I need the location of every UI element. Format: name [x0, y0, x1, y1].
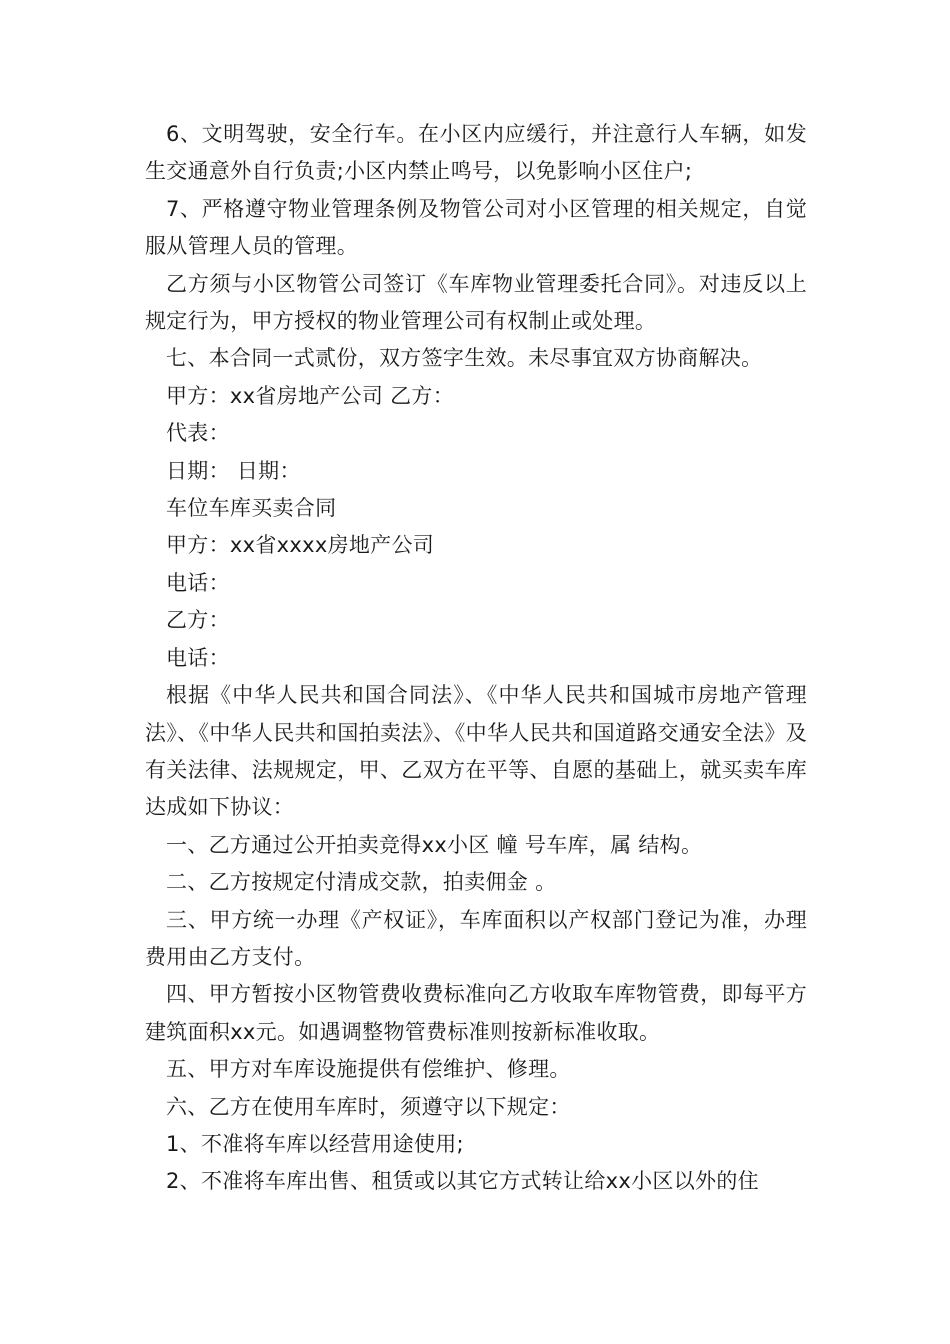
article-two: 二、乙方按规定付清成交款，拍卖佣金 。: [166, 870, 557, 895]
article-five: 五、甲方对车库设施提供有偿维护、修理。: [166, 1057, 571, 1082]
legal-basis-paragraph: 根据《中华人民共和国合同法》、《中华人民共和国城市房地产管理法》、《中华人民共和国拍卖法》、《中华人民共和国道路交通安全法》及有关法律、法规规定，甲、乙双方在平等、自愿的基础上，就买卖车库达成如下协议：: [145, 683, 807, 820]
article-three: 三、甲方统一办理《产权证》，车库面积以产权部门登记为准，办理费用由乙方支付。: [145, 907, 807, 969]
signature-date-line: 日期： 日期：: [166, 458, 301, 483]
party-a-phone-line: 电话：: [166, 570, 230, 595]
article-four: 四、甲方暂按小区物管费收费标准向乙方收取车库物管费，即每平方建筑面积xx元。如遇调整物管费标准则按新标准收取。: [145, 982, 807, 1044]
party-a-line: 甲方：xx省xxxx房地产公司: [166, 533, 435, 558]
rule-1: 1、不准将车库以经营用途使用;: [166, 1131, 464, 1156]
party-b-line: 乙方：: [166, 608, 230, 633]
property-contract-paragraph: 乙方须与小区物管公司签订《车库物业管理委托合同》。对违反以上规定行为，甲方授权的物业管理公司有权制止或处理。: [145, 271, 807, 334]
article-six: 六、乙方在使用车库时，须遵守以下规定：: [166, 1094, 571, 1119]
clause-7-property-rules: 7、严格遵守物业管理条例及物管公司对小区管理的相关规定，自觉服从管理人员的管理。: [145, 196, 807, 259]
contract-title: 车位车库买卖合同: [166, 496, 337, 521]
rule-2: 2、不准将车库出售、租赁或以其它方式转让给xx小区以外的住: [166, 1169, 759, 1194]
signature-representative-line: 代表：: [166, 421, 230, 446]
signature-parties-line: 甲方：xx省房地产公司 乙方：: [166, 383, 455, 408]
party-b-phone-line: 电话：: [166, 645, 230, 670]
clause-6-safe-driving: 6、文明驾驶，安全行车。在小区内应缓行，并注意行人车辆，如发生交通意外自行负责;小区内禁止鸣号，以免影响小区住户;: [145, 122, 807, 184]
article-one: 一、乙方通过公开拍卖竞得xx小区 幢 号车库，属 结构。: [166, 832, 703, 857]
clause-seven-copies: 七、本合同一式贰份，双方签字生效。未尽事宜双方协商解决。: [166, 346, 763, 371]
document-body: [145, 116, 807, 1201]
